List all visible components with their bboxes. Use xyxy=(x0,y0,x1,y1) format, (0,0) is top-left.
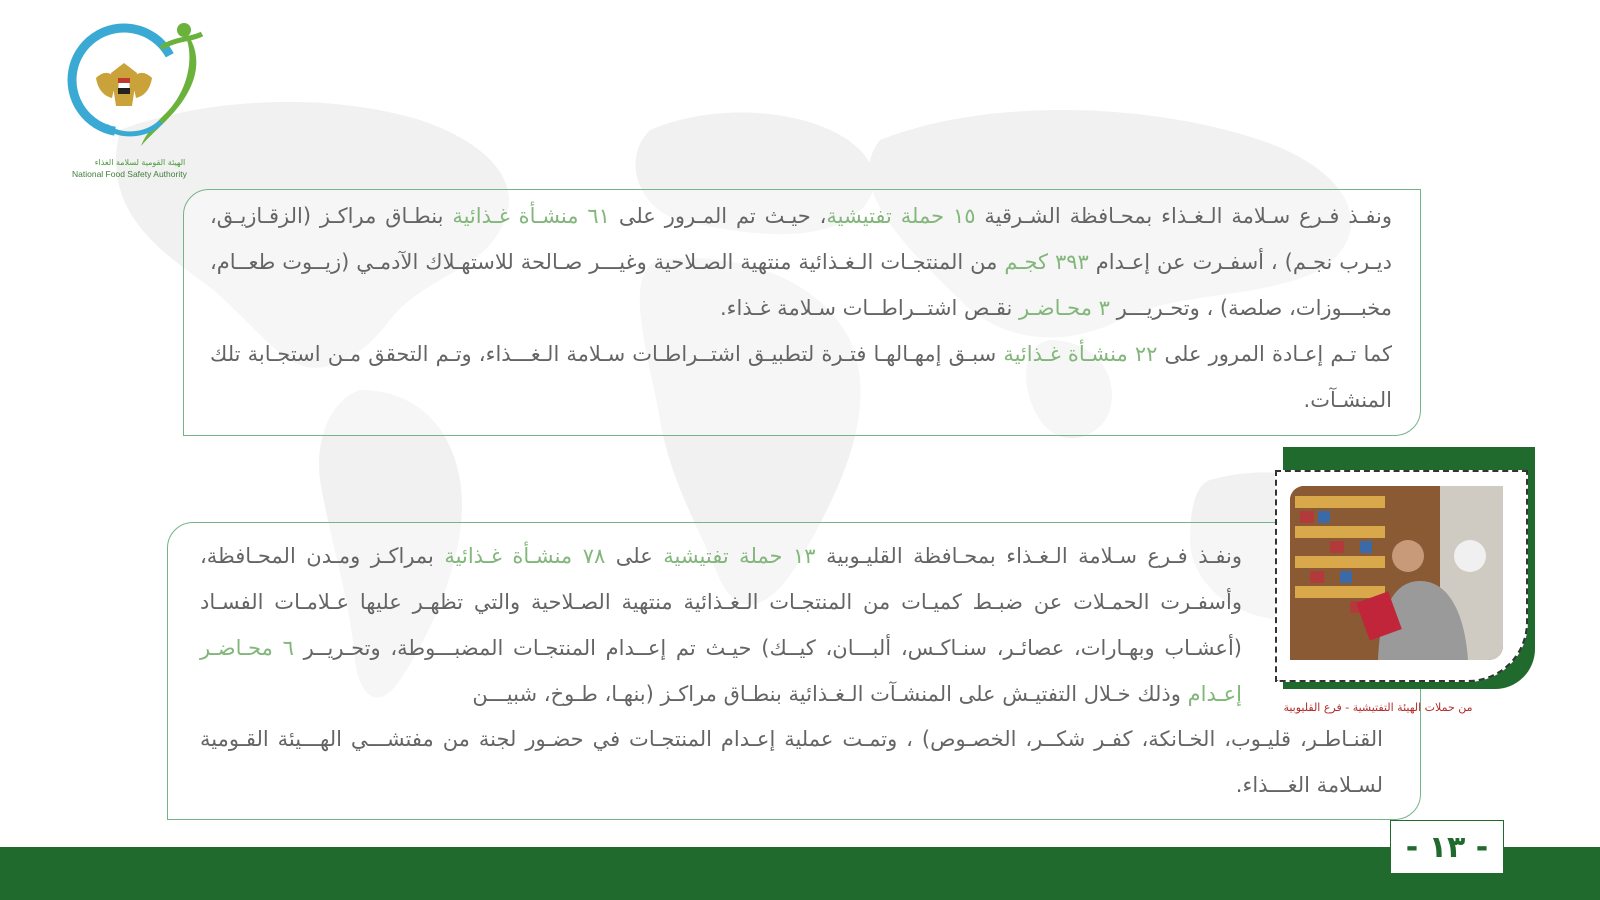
inspection-photo-illustration xyxy=(1290,486,1503,660)
sharkia-section-box xyxy=(183,189,1421,436)
highlight-revisited: ٢٢ منشـأة غـذائية xyxy=(1003,342,1158,366)
highlight-campaigns-2: ١٣ حملة تفتيشية xyxy=(663,544,816,568)
highlight-facilities: ٦١ منشـأة غـذائية xyxy=(452,204,610,228)
qalyubia-continuation-text: القنـاطـر، قليـوب، الخـانكة، كفـر شكــر، الخصـوص) ، وتمـت عملية إعـدام المنتجـات في حضـور لجنة من مفتشـــي الهـــيئة القـومية لسـلامة الغـــذاء. xyxy=(200,727,1383,797)
footer-bar xyxy=(0,847,1600,900)
qalyubia-paragraph: ونفـذ فـرع سـلامة الـغـذاء بمحـافظة القليـوبية ١٣ حملة تفتيشية على ٧٨ منشـأة غـذائية بمراكـز ومـدن المحـافظة، وأسفـرت الحمـلات عن ضبـط كميـات من المنتجـات الـغـذائية منتهية الصـلاحية والتي تظهـر عليها عـلامـات الفسـاد (أعشـاب وبهـارات، عصائـر، سنـاكـس، ألبـــان، كيــك) حيـث تم إعــدام المنتجـات المضبـــوطة، وتحـريــر ٦ محـاضـر إعـدام وذلك خـلال التفتيـش على المنشـآت الـغـذائية بنطـاق مراكـز (بنهـا، طـوخ، شبيـــن xyxy=(200,544,1242,706)
sharkia-paragraph-1: ونفـذ فـرع سـلامة الـغـذاء بمحـافظة الشـرقية ١٥ حملة تفتيشية، حيـث تم المـرور على ٦١ منشـأة غـذائية بنطـاق مراكـز (الزقـازيـق، ديـرب نجـم) ، أسفـرت عن إعـدام ٣٩٣ كجـم من المنتجـات الـغـذائية منتهية الصـلاحية وغيـــر صـالحة للاستهـلاك الآدمـي (زيــوت طعــام، مخبـــوزات، صلصة) ، وتحـريـــر ٣ محـاضـر نقـص اشتــراطــات سـلامة غـذاء. xyxy=(210,204,1393,320)
highlight-reports-2: ٦ محـاضـر إعـدام xyxy=(200,636,1242,706)
highlight-reports: ٣ محـاضـر xyxy=(1019,296,1110,320)
highlight-kg: ٣٩٣ كجـم xyxy=(1004,250,1089,274)
page-number: - ١٣ - xyxy=(1390,820,1504,874)
nfsa-logo xyxy=(66,18,216,183)
inspection-photo xyxy=(1290,486,1503,660)
logo-org-english: National Food Safety Authority xyxy=(72,169,187,179)
logo-org-arabic: الهيئة القومية لسلامة الغذاء xyxy=(94,158,186,167)
photo-caption: من حملات الهيئة التفتيشية - فرع القليوبية xyxy=(1283,701,1473,714)
qalyubia-section-box xyxy=(167,522,1421,820)
highlight-campaigns: ١٥ حملة تفتيشية xyxy=(826,204,976,228)
sharkia-paragraph-2: كما تـم إعـادة المرور على ٢٢ منشـأة غـذائية سبـق إمهـالهـا فتـرة لتطبيـق اشتــراطـات سـلامة الـغـــذاء، وتـم التحقق مـن استجـابة تلك المنشـآت. xyxy=(210,342,1392,412)
logo-emblem-text: NFSA xyxy=(154,67,177,100)
highlight-facilities-2: ٧٨ منشـأة غـذائية xyxy=(444,544,606,568)
